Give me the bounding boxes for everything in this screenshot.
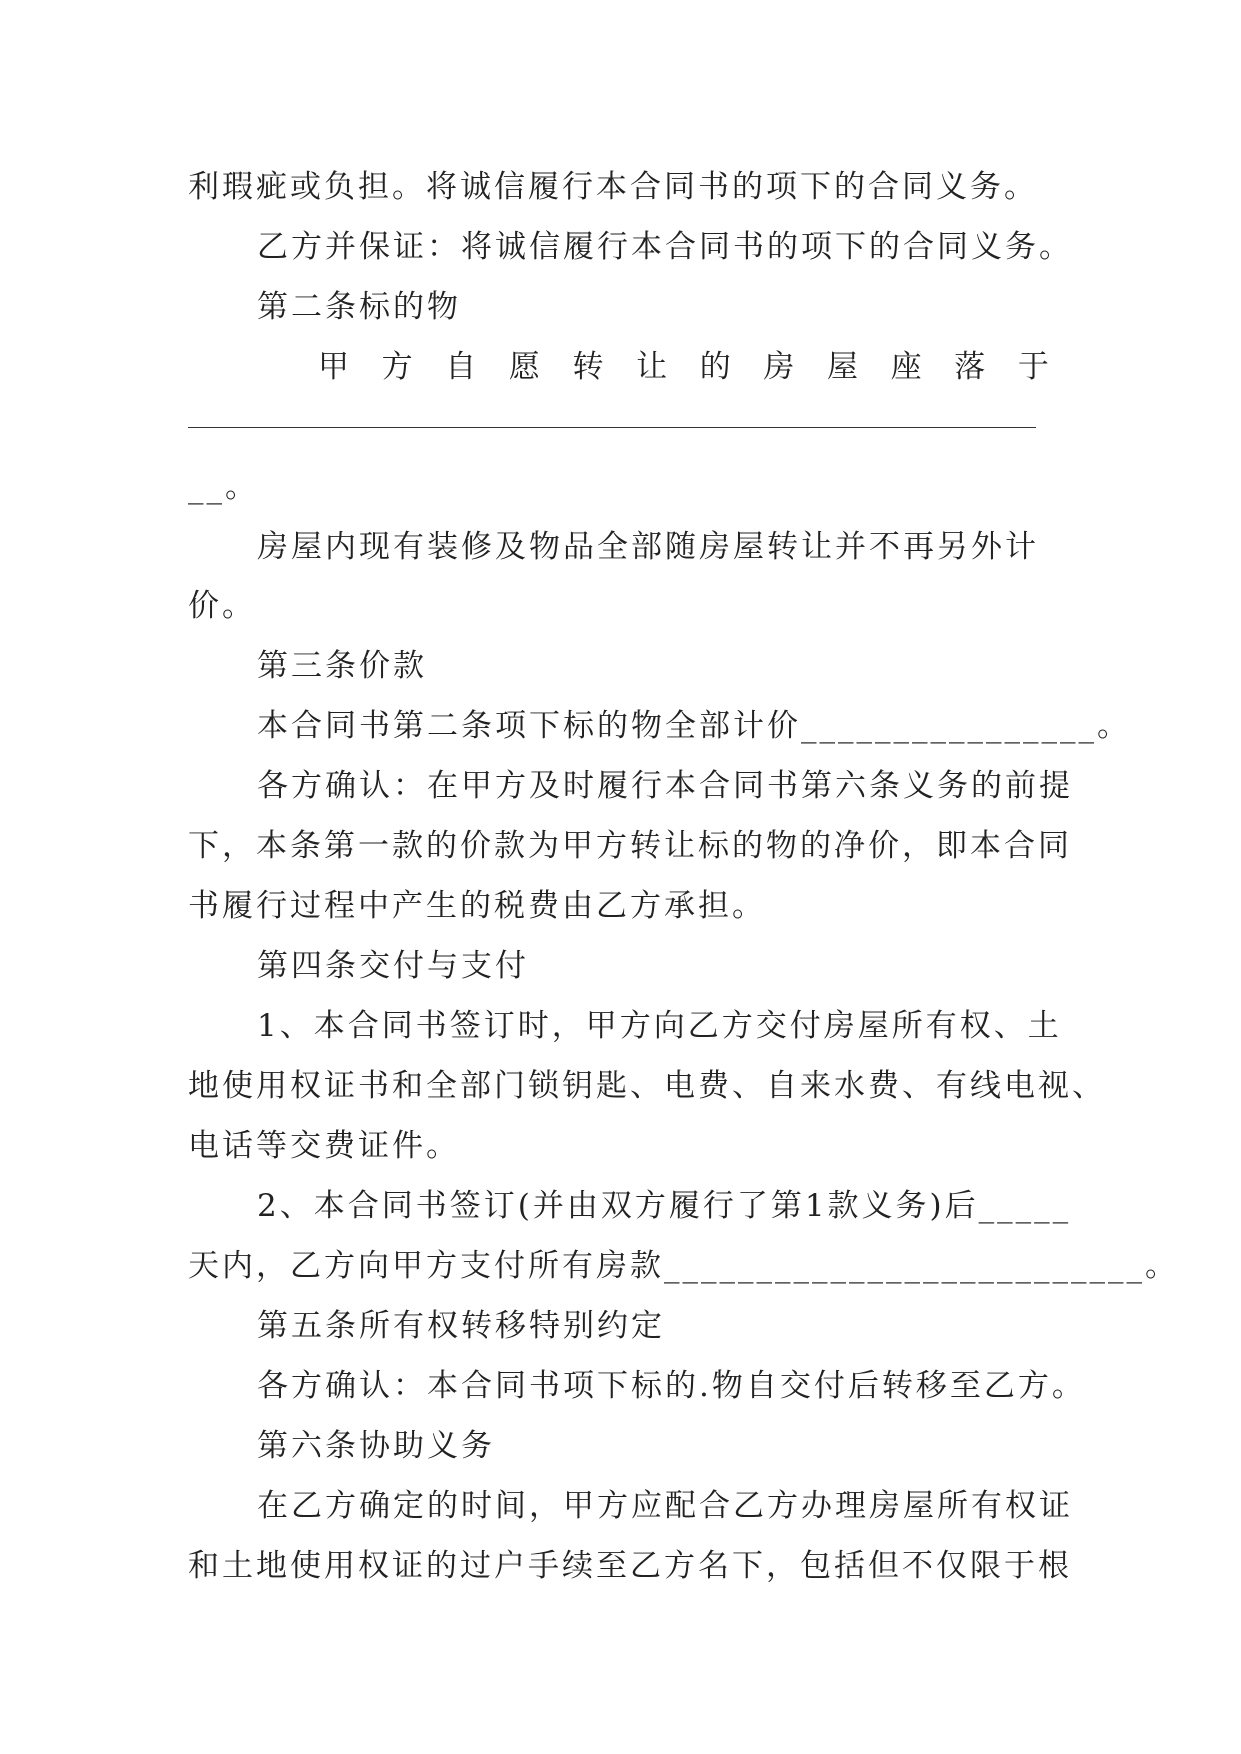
spread-char: 屋: [827, 349, 861, 385]
paragraph-line: 天内，乙方向甲方支付所有房款__________________________。: [188, 1248, 1179, 1284]
paragraph-line: 书履行过程中产生的税费由乙方承担。: [188, 888, 766, 924]
section-heading: 第四条交付与支付: [257, 948, 529, 984]
paragraph-line: 和土地使用权证的过户手续至乙方名下，包括但不仅限于根: [188, 1548, 1072, 1584]
paragraph-line: 本合同书第二条项下标的物全部计价________________。: [257, 708, 1131, 744]
paragraph-line: 价。: [188, 588, 256, 624]
spread-char: 转: [572, 349, 607, 385]
spread-char: 的: [699, 349, 734, 385]
spread-char: 自: [445, 349, 480, 385]
spread-char: 方: [381, 349, 416, 385]
section-heading: 第五条所有权转移特别约定: [257, 1308, 665, 1344]
spread-char: 落: [954, 349, 989, 385]
spread-char: 愿: [508, 349, 543, 385]
section-heading: 第六条协助义务: [257, 1428, 495, 1464]
paragraph-line: 乙方并保证：将诚信履行本合同书的项下的合同义务。: [257, 229, 1073, 265]
paragraph-line: 在乙方确定的时间，甲方应配合乙方办理房屋所有权证: [257, 1488, 1073, 1524]
spread-char: 甲: [318, 349, 352, 385]
paragraph-line: 利瑕疵或负担。将诚信履行本合同书的项下的合同义务。: [188, 169, 1038, 205]
paragraph-line: 房屋内现有装修及物品全部随房屋转让并不再另外计: [257, 529, 1039, 565]
section-heading: 第二条标的物: [257, 289, 461, 325]
paragraph-line: 电话等交费证件。: [188, 1128, 460, 1164]
paragraph-line: 1、本合同书签订时，甲方向乙方交付房屋所有权、土: [257, 1008, 1062, 1044]
blank-fill-line: [188, 427, 1036, 428]
paragraph-line: 下，本条第一款的价款为甲方转让标的物的净价，即本合同: [188, 828, 1072, 864]
spread-char: 座: [890, 349, 925, 385]
paragraph-line: 各方确认：在甲方及时履行本合同书第六条义务的前提: [257, 768, 1073, 804]
spread-char: 于: [1017, 349, 1052, 385]
paragraph-line: __。: [188, 469, 259, 505]
paragraph-line: 地使用权证书和全部门锁钥匙、电费、自来水费、有线电视、: [188, 1068, 1106, 1104]
spread-char: 房: [763, 349, 798, 385]
paragraph-line: 各方确认：本合同书项下标的.物自交付后转移至乙方。: [257, 1368, 1086, 1404]
paragraph-line: 2、本合同书签订(并由双方履行了第1款义务)后_____: [257, 1188, 1072, 1224]
property-location-line: [318, 347, 1052, 387]
spread-char: 让: [636, 349, 671, 385]
section-heading: 第三条价款: [257, 648, 427, 684]
